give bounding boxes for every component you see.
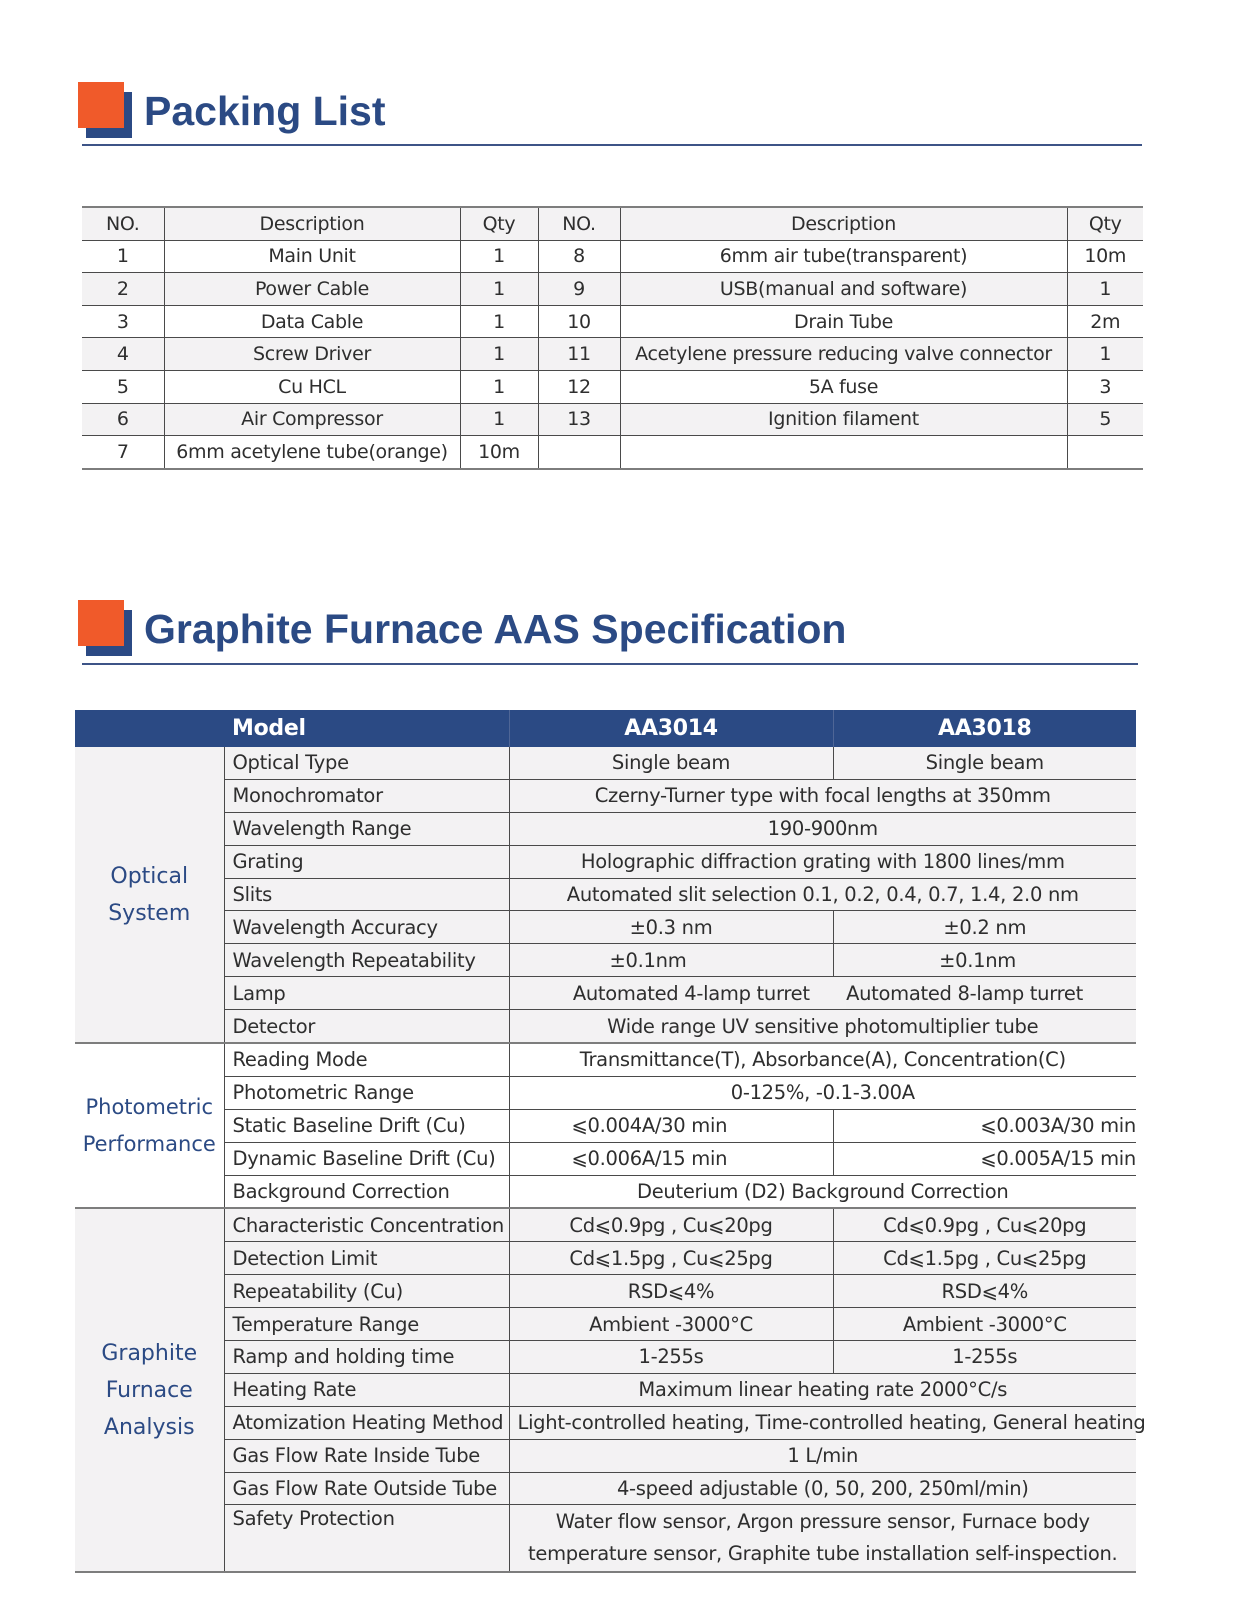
spec-row [75, 812, 1136, 845]
item-qty: 5 [1067, 403, 1143, 436]
item-qty: 1 [460, 338, 538, 371]
spec-parameter: Ramp and holding time [224, 1341, 509, 1374]
spec-title: Graphite Furnace AAS Specification [144, 606, 847, 652]
item-description: USB(manual and software) [620, 273, 1067, 306]
category-optical-system: Optical System [75, 747, 224, 1043]
item-number: 7 [82, 436, 164, 469]
item-number: 1 [82, 240, 164, 273]
packing-row [82, 403, 1143, 436]
spec-parameter: Photometric Range [224, 1076, 509, 1109]
spec-value-both-models: Deuterium (D2) Background Correction [509, 1175, 1136, 1208]
item-description: Main Unit [164, 240, 460, 273]
model-label: Model [224, 710, 509, 747]
spec-parameter: Gas Flow Rate Inside Tube [224, 1439, 509, 1472]
item-number: 5 [82, 370, 164, 403]
spec-value-aa3018: Cd⩽1.5pg , Cu⩽25pg [833, 1242, 1136, 1275]
column-header: NO. [538, 207, 620, 240]
item-qty: 10m [460, 436, 538, 469]
spec-row [75, 878, 1136, 911]
category-graphite-furnace: Graphite Furnace Analysis [75, 1208, 224, 1572]
item-number: 8 [538, 240, 620, 273]
item-qty: 1 [460, 305, 538, 338]
spec-value-both-models: Water flow sensor, Argon pressure sensor, Furnace body temperature sensor, Graphite tube installation self-inspection. [509, 1505, 1136, 1573]
item-description: Screw Driver [164, 338, 460, 371]
item-description: 6mm air tube(transparent) [620, 240, 1067, 273]
category-photometric-performance: Photometric Performance [75, 1043, 224, 1208]
item-description: Power Cable [164, 273, 460, 306]
spec-value-aa3014: Single beam [509, 747, 833, 779]
spec-group [75, 1043, 1136, 1208]
item-qty: 1 [460, 273, 538, 306]
spec-value-aa3014: ⩽0.006A/15 min [509, 1142, 833, 1175]
spec-header-row [75, 710, 1136, 747]
spec-header-blank [75, 710, 224, 747]
spec-parameter: Temperature Range [224, 1308, 509, 1341]
column-header: Qty [460, 207, 538, 240]
item-number: 11 [538, 338, 620, 371]
spec-row [75, 747, 1136, 779]
spec-value-aa3018: Cd⩽0.9pg , Cu⩽20pg [833, 1208, 1136, 1241]
item-number: 3 [82, 305, 164, 338]
packing-header-row [82, 207, 1143, 240]
spec-value-both-models: Light-controlled heating, Time-controlled heating, General heating [509, 1406, 1136, 1439]
spec-row [75, 779, 1136, 812]
spec-value-aa3014: 1-255s [509, 1341, 833, 1374]
packing-list-table [82, 206, 1143, 470]
spec-row [75, 1472, 1136, 1505]
item-description: Air Compressor [164, 403, 460, 436]
item-qty: 1 [460, 370, 538, 403]
item-description: 5A fuse [620, 370, 1067, 403]
item-number: 6 [82, 403, 164, 436]
packing-row [82, 240, 1143, 273]
spec-title-underline [82, 663, 1138, 665]
spec-row [75, 1373, 1136, 1406]
spec-row [75, 1109, 1136, 1142]
spec-value-aa3018: 1-255s [833, 1341, 1136, 1374]
spec-value-aa3014: ⩽0.004A/30 min [509, 1109, 833, 1142]
item-qty: 1 [460, 403, 538, 436]
packing-title-underline [82, 144, 1142, 146]
item-description: Data Cable [164, 305, 460, 338]
spec-table [75, 710, 1146, 1573]
spec-row [75, 1208, 1136, 1241]
spec-parameter: Wavelength Repeatability [224, 944, 509, 977]
packing-list-title: Packing List [144, 88, 386, 134]
spec-parameter: Detector [224, 1010, 509, 1043]
spec-row [75, 1275, 1136, 1308]
spec-value-aa3014: Ambient -3000°C [509, 1308, 833, 1341]
packing-row [82, 436, 1143, 469]
spec-row [75, 944, 1136, 977]
spec-row [75, 845, 1136, 878]
spec-value-aa3014: Cd⩽1.5pg , Cu⩽25pg [509, 1242, 833, 1275]
spec-row [75, 1242, 1136, 1275]
spec-value-aa3014: ±0.1nm [509, 944, 833, 977]
spec-row [75, 1175, 1136, 1208]
item-number: 10 [538, 305, 620, 338]
spec-value-both-models: Automated slit selection 0.1, 0.2, 0.4, 0.7, 1.4, 2.0 nm [509, 878, 1136, 911]
spec-row [75, 1308, 1136, 1341]
spec-group [75, 747, 1136, 1043]
item-qty: 3 [1067, 370, 1143, 403]
spec-value-both-models: Holographic diffraction grating with 1800 lines/mm [509, 845, 1136, 878]
spec-group [75, 1208, 1146, 1572]
item-description: Ignition filament [620, 403, 1067, 436]
title-square-icon-front [78, 600, 124, 646]
spec-row [75, 1406, 1136, 1439]
spec-value-both-models: 190-900nm [509, 812, 1136, 845]
spec-row [75, 1439, 1136, 1472]
spec-parameter: Detection Limit [224, 1242, 509, 1275]
spec-row [75, 977, 1136, 1010]
spec-value-aa3014: Cd⩽0.9pg , Cu⩽20pg [509, 1208, 833, 1241]
spec-parameter: Grating [224, 845, 509, 878]
model-aa3018: AA3018 [833, 710, 1136, 747]
spec-value-both-models: 1 L/min [509, 1439, 1136, 1472]
spec-parameter: Wavelength Range [224, 812, 509, 845]
item-qty: 2m [1067, 305, 1143, 338]
spec-value-both-models: Wide range UV sensitive photomultiplier tube [509, 1010, 1136, 1043]
item-description: Acetylene pressure reducing valve connector [620, 338, 1067, 371]
spec-parameter: Wavelength Accuracy [224, 911, 509, 944]
spec-value-aa3014: ±0.3 nm [509, 911, 833, 944]
column-header: Description [620, 207, 1067, 240]
item-number: 13 [538, 403, 620, 436]
spec-parameter: Slits [224, 878, 509, 911]
item-number: 2 [82, 273, 164, 306]
spec-parameter: Monochromator [224, 779, 509, 812]
spec-row [75, 911, 1136, 944]
spec-parameter: Atomization Heating Method [224, 1406, 509, 1439]
column-header: Description [164, 207, 460, 240]
spec-value-aa3014: Automated 4-lamp turret [509, 977, 833, 1010]
spec-value-aa3018: ⩽0.005A/15 min [833, 1142, 1136, 1175]
spec-parameter: Safety Protection [224, 1505, 509, 1573]
spec-value-both-models: Czerny-Turner type with focal lengths at 350mm [509, 779, 1136, 812]
spec-parameter: Gas Flow Rate Outside Tube [224, 1472, 509, 1505]
item-qty: 1 [1067, 273, 1143, 306]
item-description: Drain Tube [620, 305, 1067, 338]
spec-value-both-models: 0-125%, -0.1-3.00A [509, 1076, 1136, 1109]
spec-parameter: Static Baseline Drift (Cu) [224, 1109, 509, 1142]
title-square-icon-front [78, 82, 124, 128]
spec-value-aa3014: RSD⩽4% [509, 1275, 833, 1308]
spec-parameter: Lamp [224, 977, 509, 1010]
spec-value-both-models: Maximum linear heating rate 2000°C/s [509, 1373, 1136, 1406]
spec-parameter: Repeatability (Cu) [224, 1275, 509, 1308]
spec-value-aa3018: ±0.2 nm [833, 911, 1136, 944]
spec-value-aa3018: ⩽0.003A/30 min [833, 1109, 1136, 1142]
spec-value-aa3018: Single beam [833, 747, 1136, 779]
spec-parameter: Characteristic Concentration [224, 1208, 509, 1241]
item-qty: 1 [1067, 338, 1143, 371]
item-number: 12 [538, 370, 620, 403]
item-description: 6mm acetylene tube(orange) [164, 436, 460, 469]
spec-row [75, 1142, 1136, 1175]
item-number [538, 436, 620, 469]
spec-row [75, 1341, 1136, 1374]
spec-value-aa3018: ±0.1nm [833, 944, 1136, 977]
packing-row [82, 273, 1143, 306]
spec-value-aa3018: Ambient -3000°C [833, 1308, 1136, 1341]
spec-row [75, 1010, 1136, 1043]
column-header: Qty [1067, 207, 1143, 240]
spec-parameter: Heating Rate [224, 1373, 509, 1406]
item-qty: 10m [1067, 240, 1143, 273]
item-qty [1067, 436, 1143, 469]
item-qty: 1 [460, 240, 538, 273]
item-number: 4 [82, 338, 164, 371]
spec-row [75, 1076, 1136, 1109]
spec-row [75, 1043, 1136, 1076]
spec-value-aa3018: RSD⩽4% [833, 1275, 1136, 1308]
spec-value-both-models: Transmittance(T), Absorbance(A), Concentration(C) [509, 1043, 1136, 1076]
spec-row [75, 1505, 1136, 1573]
spec-parameter: Optical Type [224, 747, 509, 779]
packing-row [82, 305, 1143, 338]
column-header: NO. [82, 207, 164, 240]
spec-parameter: Reading Mode [224, 1043, 509, 1076]
item-description [620, 436, 1067, 469]
spec-parameter: Dynamic Baseline Drift (Cu) [224, 1142, 509, 1175]
spec-value-aa3018: Automated 8-lamp turret [833, 977, 1136, 1010]
item-description: Cu HCL [164, 370, 460, 403]
spec-value-both-models: 4-speed adjustable (0, 50, 200, 250ml/min) [509, 1472, 1136, 1505]
packing-row [82, 338, 1143, 371]
packing-row [82, 370, 1143, 403]
model-aa3014: AA3014 [509, 710, 833, 747]
spec-parameter: Background Correction [224, 1175, 509, 1208]
item-number: 9 [538, 273, 620, 306]
